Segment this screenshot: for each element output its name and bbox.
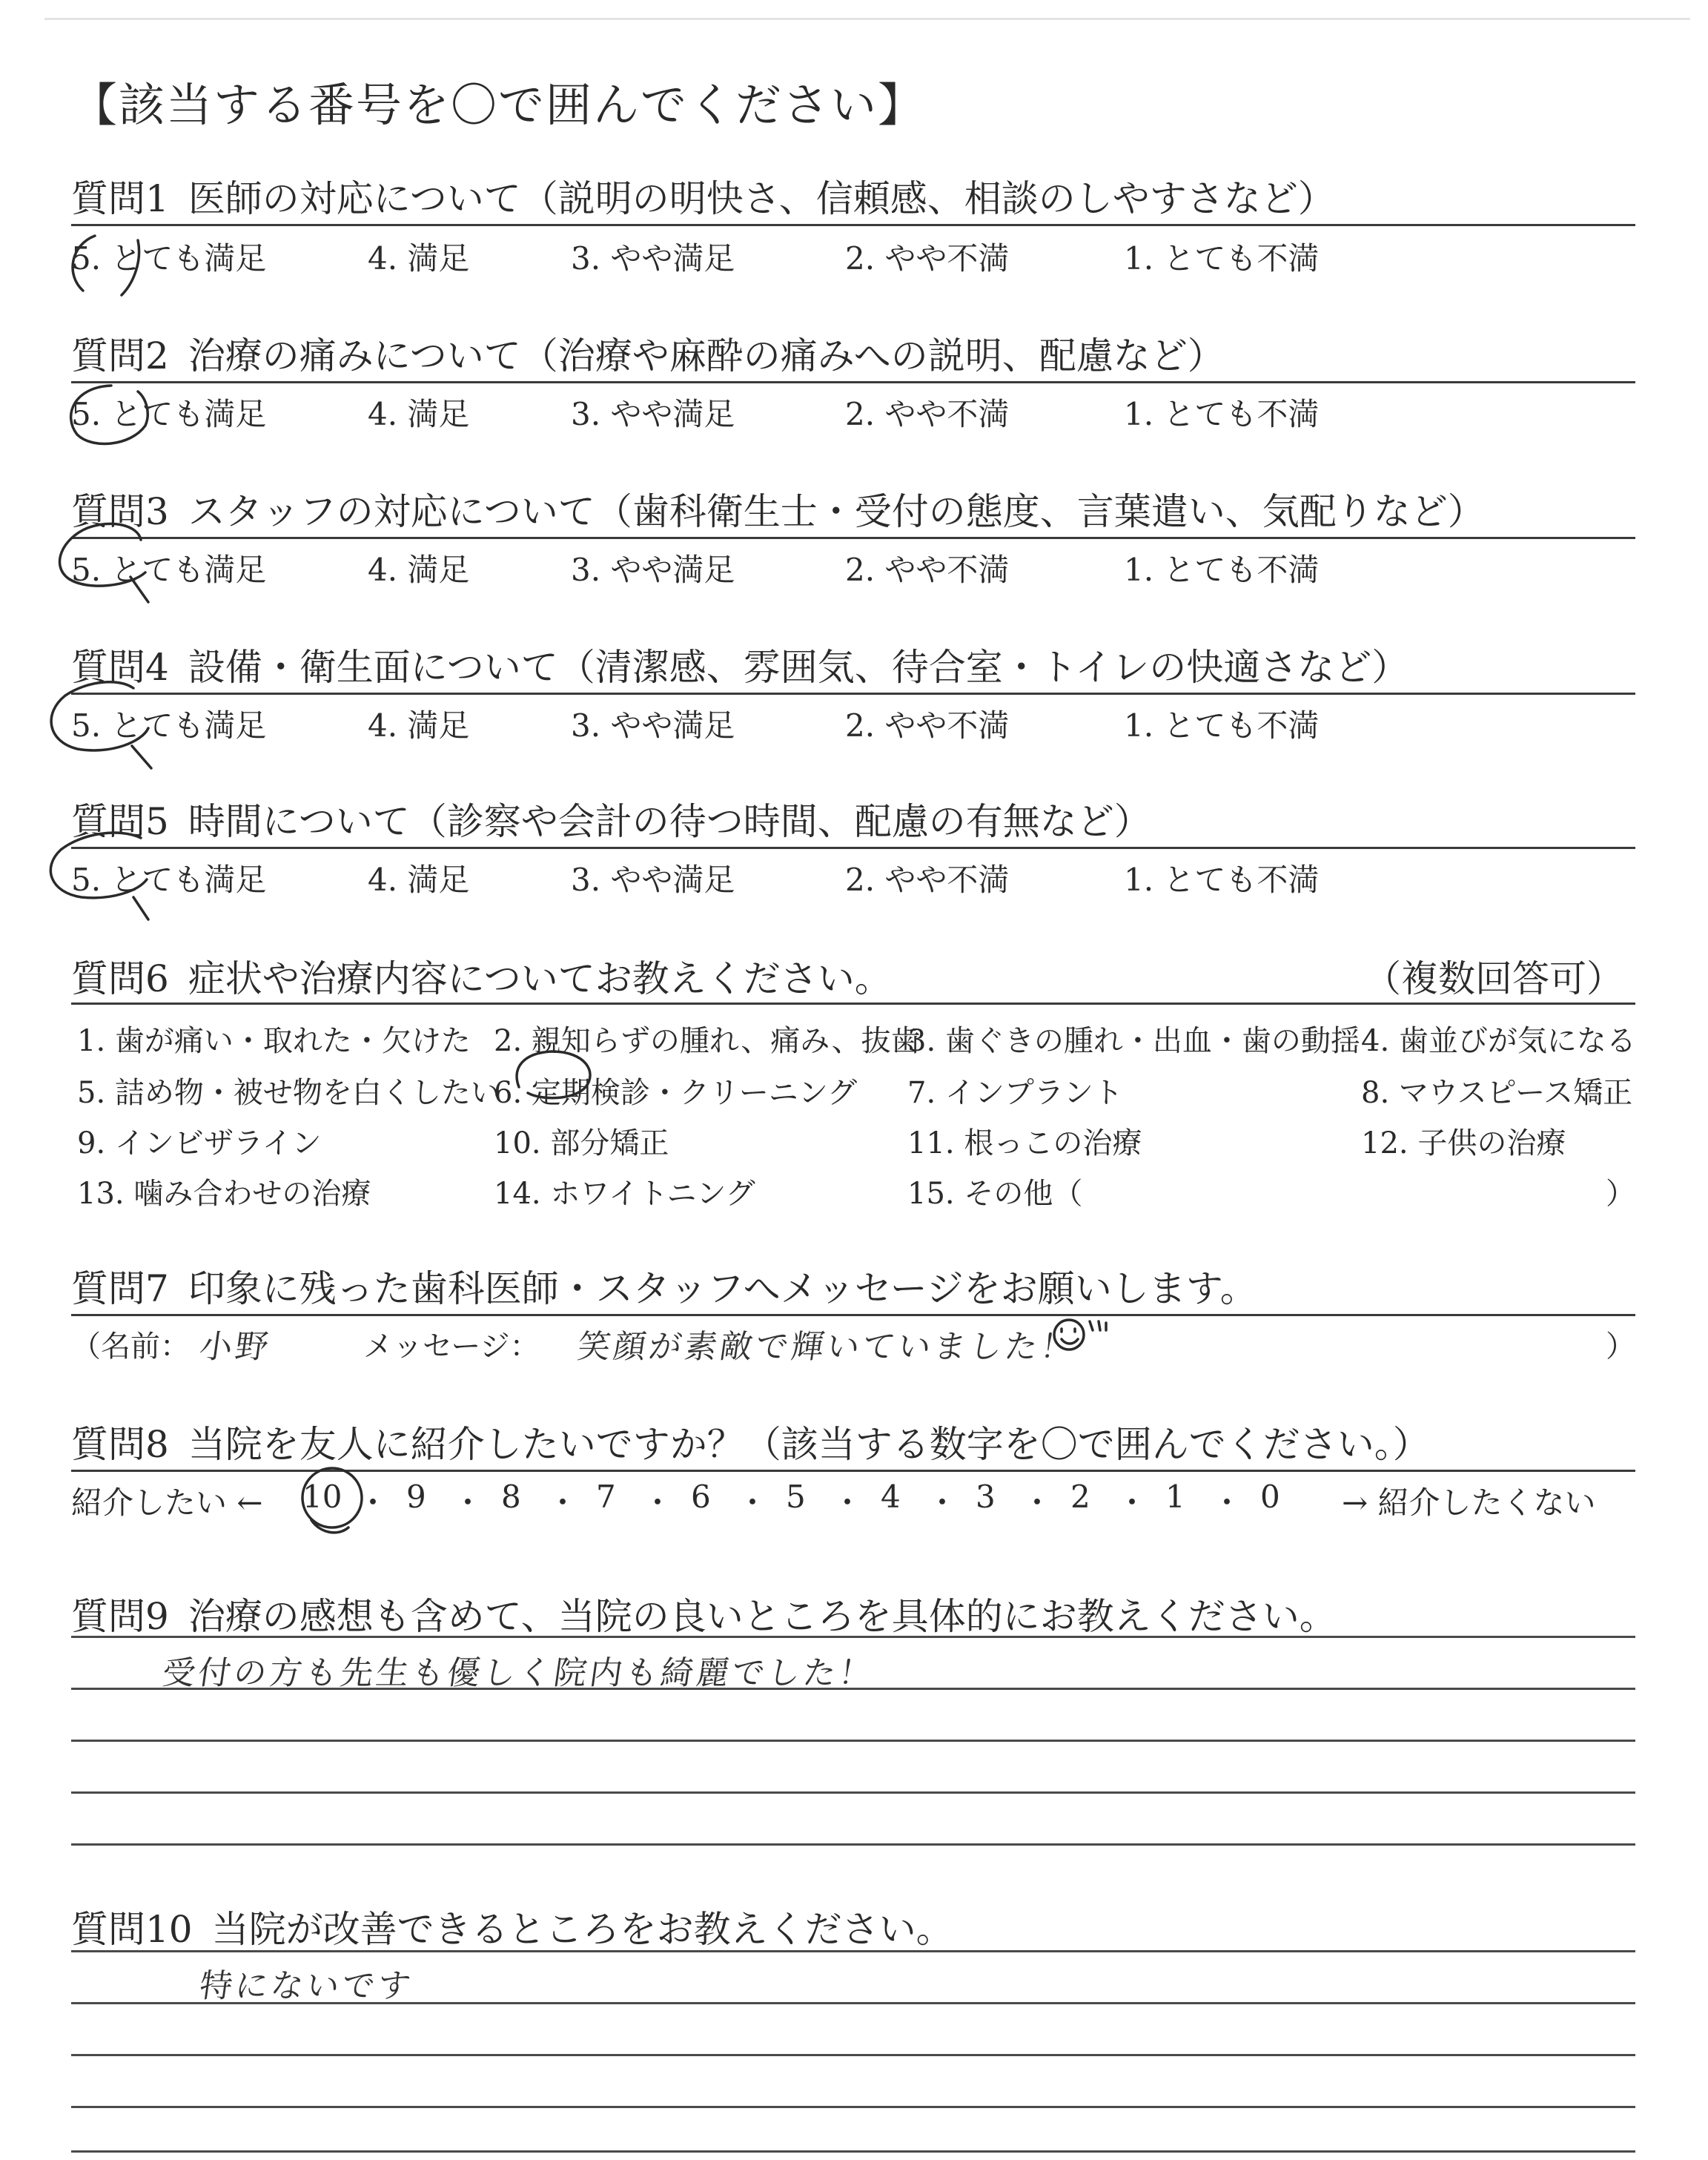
- symptom-option-3[interactable]: 3. 歯ぐきの腫れ・出血・歯の動揺: [907, 1024, 1360, 1058]
- question-number: 質問9: [71, 1595, 169, 1638]
- recommend-scale-3[interactable]: 3: [976, 1479, 996, 1515]
- scale-separator-dot: ・: [1116, 1484, 1148, 1521]
- rating-option-4[interactable]: 4. 満足: [368, 707, 470, 744]
- rating-option-1[interactable]: 1. とても不満: [1124, 396, 1320, 432]
- symptom-option-13[interactable]: 13. 噛み合わせの治療: [77, 1177, 371, 1211]
- q3-circle-mark: [60, 524, 148, 602]
- question-text: 印象に残った歯科医師・スタッフへメッセージをお願いします。: [188, 1267, 1257, 1310]
- rating-option-3[interactable]: 3. やや満足: [571, 552, 735, 588]
- question-text: 当院が改善できるところをお教えください。: [211, 1908, 953, 1951]
- rating-option-1[interactable]: 1. とても不満: [1124, 707, 1320, 744]
- scale-separator-dot: ・: [547, 1484, 579, 1521]
- question-number: 質問2: [71, 334, 169, 377]
- scale-separator-dot: ・: [1022, 1484, 1053, 1521]
- recommend-left-label: 紹介したい ←: [71, 1484, 263, 1521]
- q5-circle-mark: [50, 833, 148, 919]
- question-text: 設備・衛生面について（清潔感、雰囲気、待合室・トイレの快適さなど）: [188, 646, 1409, 689]
- symptom-option-7[interactable]: 7. インプラント: [907, 1076, 1123, 1110]
- symptom-option-4[interactable]: 4. 歯並びが気になる: [1361, 1024, 1636, 1058]
- rating-option-2[interactable]: 2. やや不満: [845, 707, 1010, 744]
- other-close-paren: ）: [1606, 1177, 1635, 1211]
- symptom-option-14[interactable]: 14. ホワイトニング: [494, 1177, 755, 1211]
- scale-separator-dot: ・: [642, 1484, 674, 1521]
- handwritten-improvements[interactable]: 特にないです: [196, 1967, 416, 2005]
- q1-circle-mark: [73, 236, 139, 295]
- scale-separator-dot: ・: [452, 1484, 484, 1521]
- recommend-10-circle-mark: [299, 1464, 365, 1531]
- symptom-option-2[interactable]: 2. 親知らずの腫れ、痛み、抜歯: [494, 1024, 921, 1058]
- rating-option-3[interactable]: 3. やや満足: [571, 396, 735, 432]
- question-text: 治療の感想も含めて、当院の良いところを具体的にお教えください。: [188, 1595, 1337, 1638]
- recommend-scale-10[interactable]: 10: [302, 1479, 342, 1515]
- scale-separator-dot: ・: [1211, 1484, 1243, 1521]
- smiley-doodle: [1054, 1320, 1106, 1350]
- name-label: （名前：: [71, 1330, 190, 1364]
- recommend-scale-2[interactable]: 2: [1070, 1479, 1090, 1515]
- rating-option-4[interactable]: 4. 満足: [368, 862, 470, 898]
- symptom-option-10[interactable]: 10. 部分矯正: [494, 1126, 669, 1160]
- recommend-right-label: → 紹介したくない: [1342, 1484, 1596, 1521]
- question-text: 時間について（診察や会計の待つ時間、配慮の有無など）: [188, 800, 1151, 843]
- rating-option-1[interactable]: 1. とても不満: [1124, 240, 1320, 277]
- q2-circle-mark: [71, 386, 148, 444]
- symptom-option-1[interactable]: 1. 歯が痛い・取れた・欠けた: [77, 1024, 471, 1058]
- rating-option-5[interactable]: 5. とても満足: [71, 707, 267, 744]
- rating-option-5[interactable]: 5. とても満足: [71, 396, 267, 432]
- rating-option-1[interactable]: 1. とても不満: [1124, 862, 1320, 898]
- symptom-option-11[interactable]: 11. 根っこの治療: [907, 1126, 1142, 1160]
- recommend-scale-5[interactable]: 5: [786, 1479, 806, 1515]
- symptom-option-9[interactable]: 9. インビザライン: [77, 1126, 322, 1160]
- page-title: 【該当する番号を〇で囲んでください】: [71, 78, 926, 132]
- message-label: メッセージ：: [363, 1330, 540, 1364]
- symptom-option-15[interactable]: 15. その他（: [907, 1177, 1083, 1211]
- question-number: 質問1: [71, 177, 169, 220]
- recommend-scale-1[interactable]: 1: [1165, 1479, 1185, 1515]
- handwritten-name[interactable]: 小野: [196, 1328, 274, 1366]
- scale-separator-dot: ・: [832, 1484, 864, 1521]
- question-number: 質問4: [71, 646, 169, 689]
- symptom-6-circle-mark: [517, 1051, 590, 1098]
- rating-option-2[interactable]: 2. やや不満: [845, 396, 1010, 432]
- recommend-scale-0[interactable]: 0: [1260, 1479, 1280, 1515]
- question-text: 当院を友人に紹介したいですか？（該当する数字を〇で囲んでください。）: [188, 1423, 1430, 1466]
- question-number: 質問8: [71, 1423, 169, 1466]
- rating-option-2[interactable]: 2. やや不満: [845, 240, 1010, 277]
- handwritten-good-points[interactable]: 受付の方も先生も優しく院内も綺麗でした！: [159, 1654, 877, 1692]
- rating-option-4[interactable]: 4. 満足: [368, 240, 470, 277]
- question-text: 症状や治療内容についてお教えください。: [188, 957, 892, 1000]
- question-number: 質問10: [71, 1908, 193, 1951]
- q4-circle-mark: [51, 682, 151, 768]
- rating-option-5[interactable]: 5. とても満足: [71, 862, 267, 898]
- message-close-paren: ）: [1606, 1330, 1635, 1364]
- scale-separator-dot: ・: [737, 1484, 769, 1521]
- multiple-answers-note: （複数回答可）: [1364, 957, 1623, 1000]
- symptom-option-6[interactable]: 6. 定期検診・クリーニング: [494, 1076, 858, 1110]
- question-number: 質問6: [71, 957, 169, 1000]
- scale-separator-dot: ・: [927, 1484, 959, 1521]
- rating-option-4[interactable]: 4. 満足: [368, 552, 470, 588]
- rating-option-3[interactable]: 3. やや満足: [571, 240, 735, 277]
- rating-option-2[interactable]: 2. やや不満: [845, 552, 1010, 588]
- question-text: スタッフの対応について（歯科衛生士・受付の態度、言葉遣い、気配りなど）: [188, 490, 1485, 533]
- symptom-option-5[interactable]: 5. 詰め物・被せ物を白くしたい: [77, 1076, 500, 1110]
- rating-option-4[interactable]: 4. 満足: [368, 396, 470, 432]
- scale-separator-dot: ・: [357, 1484, 389, 1521]
- question-number: 質問3: [71, 490, 169, 533]
- recommend-scale-9[interactable]: 9: [406, 1479, 426, 1515]
- question-number: 質問5: [71, 800, 169, 843]
- recommend-scale-6[interactable]: 6: [691, 1479, 711, 1515]
- recommend-scale-7[interactable]: 7: [596, 1479, 616, 1515]
- question-number: 質問7: [71, 1267, 169, 1310]
- question-text: 治療の痛みについて（治療や麻酔の痛みへの説明、配慮など）: [188, 334, 1225, 377]
- rating-option-1[interactable]: 1. とても不満: [1124, 552, 1320, 588]
- handwritten-message[interactable]: 笑顔が素敵で輝いていました！: [575, 1328, 1079, 1366]
- symptom-option-8[interactable]: 8. マウスピース矯正: [1361, 1076, 1633, 1110]
- recommend-scale-4[interactable]: 4: [881, 1479, 901, 1515]
- rating-option-5[interactable]: 5. とても満足: [71, 240, 267, 277]
- rating-option-5[interactable]: 5. とても満足: [71, 552, 267, 588]
- rating-option-3[interactable]: 3. やや満足: [571, 862, 735, 898]
- rating-option-2[interactable]: 2. やや不満: [845, 862, 1010, 898]
- recommend-scale-8[interactable]: 8: [501, 1479, 521, 1515]
- symptom-option-12[interactable]: 12. 子供の治療: [1361, 1126, 1566, 1160]
- rating-option-3[interactable]: 3. やや満足: [571, 707, 735, 744]
- question-text: 医師の対応について（説明の明快さ、信頼感、相談のしやすさなど）: [188, 177, 1335, 220]
